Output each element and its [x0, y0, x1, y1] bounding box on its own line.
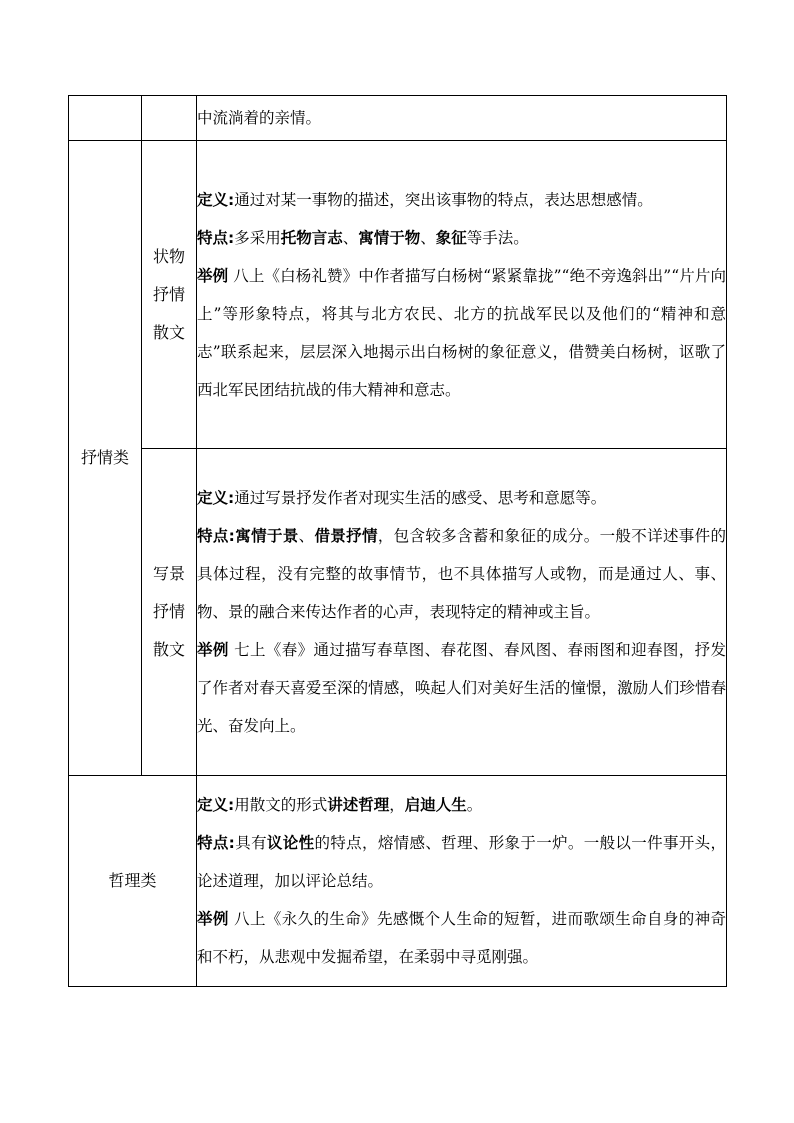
- content-cell: [197, 96, 727, 141]
- subcategory-scene-prose: [142, 449, 197, 776]
- feature-text: 具有: [234, 834, 267, 852]
- feature-text: 、: [420, 228, 436, 247]
- category-cell-empty: [69, 96, 142, 141]
- content-cell: [197, 776, 727, 987]
- feature-paragraph: [197, 517, 726, 631]
- category-label: 哲理类: [108, 871, 157, 890]
- table-row: [69, 141, 727, 449]
- category-lyrical: [69, 141, 142, 776]
- example-label: 举例: [197, 641, 229, 659]
- definition-keyword: 讲述哲理: [327, 796, 390, 814]
- prose-types-table: [68, 95, 727, 987]
- definition-label: 定义:: [197, 190, 235, 209]
- table-row: [69, 776, 727, 987]
- feature-text: 、: [298, 527, 315, 545]
- feature-label: 特点:: [197, 527, 235, 545]
- feature-label: 特点:: [197, 228, 235, 247]
- subcategory-label-line: 状物: [152, 246, 185, 266]
- definition-paragraph: [197, 479, 726, 517]
- feature-paragraph: [197, 824, 726, 900]
- example-paragraph: [197, 257, 726, 409]
- definition-text: 。: [466, 796, 483, 814]
- subcategory-label-line: 抒情: [152, 284, 185, 304]
- definition-text: 通过写景抒发作者对现实生活的感受、思考和意愿等。: [234, 489, 607, 507]
- example-text: 八上《永久的生命》先感慨个人生命的短暂，进而歌颂生命自身的神奇和不朽，从悲观中发掘希望，在柔弱中寻觅刚强。: [197, 910, 726, 966]
- feature-text: 多采用: [234, 228, 281, 247]
- feature-text: 、: [342, 228, 359, 247]
- example-paragraph: [197, 900, 726, 976]
- content-cell: [197, 141, 727, 449]
- subcategory-label-line: 写景: [152, 564, 185, 583]
- category-philosophy: [69, 776, 197, 987]
- example-text: 七上《春》通过描写春草图、春花图、春风图、春雨图和迎春图，抒发了作者对春天喜爱至深的情感，唤起人们对美好生活的憧憬，激励人们珍惜春光、奋发向上。: [197, 641, 726, 735]
- feature-paragraph: [197, 219, 726, 257]
- definition-text: 通过对某一事物的描述，突出该事物的特点，表达思想感情。: [234, 190, 653, 209]
- feature-keyword: 借景抒情: [314, 527, 378, 545]
- example-label: 举例: [197, 266, 229, 285]
- subcategory-object-prose: [142, 141, 197, 449]
- feature-text: 的特点，熔情感、哲理、形象于一炉。一般以一件事开头，论述道理，加以评论总结。: [197, 834, 726, 890]
- subcategory-label-line: 散文: [152, 322, 185, 342]
- feature-keyword: 寓情于物: [358, 228, 421, 247]
- definition-paragraph: [197, 181, 726, 219]
- table-row: [69, 96, 727, 141]
- definition-text: ，: [389, 796, 405, 814]
- subcategory-cell-empty: [142, 96, 197, 141]
- content-cell: [197, 449, 727, 776]
- table-row: [69, 449, 727, 776]
- subcategory-label-line: 抒情: [152, 602, 185, 621]
- example-paragraph: [197, 631, 726, 745]
- feature-keyword: 托物言志: [280, 228, 343, 247]
- definition-keyword: 启迪人生: [404, 796, 467, 814]
- definition-label: 定义:: [197, 796, 235, 814]
- feature-label: 特点:: [197, 834, 235, 852]
- definition-text: 用散文的形式: [234, 796, 328, 814]
- definition-paragraph: [197, 786, 726, 824]
- feature-keyword: 象征: [435, 228, 467, 247]
- example-label: 举例: [197, 910, 229, 928]
- continuation-text: 中流淌着的亲情。: [197, 109, 322, 127]
- subcategory-label-line: 散文: [152, 640, 185, 659]
- category-label: 抒情类: [80, 448, 129, 467]
- definition-label: 定义:: [197, 489, 235, 507]
- feature-text: 等手法。: [466, 228, 529, 247]
- feature-keyword: 寓情于景: [234, 527, 299, 545]
- example-text: 八上《白杨礼赞》中作者描写白杨树“紧紧靠拢”“绝不旁逸斜出”“片片向上”等形象特点，将其与北方农民、北方的抗战军民以及他们的“精神和意志”联系起来，层层深入地揭示出白杨树的象征意义，借赞美白杨树，讴歌了西北军民团结抗战的伟大精神和意志。: [197, 266, 726, 399]
- feature-text: ，包含较多含蓄和象征的成分。一般不详述事件的具体过程，没有完整的故事情节，也不具体描写人或物，而是通过人、事、物、景的融合来传达作者的心声，表现特定的精神或主旨。: [197, 527, 726, 621]
- feature-keyword: 议论性: [266, 834, 315, 852]
